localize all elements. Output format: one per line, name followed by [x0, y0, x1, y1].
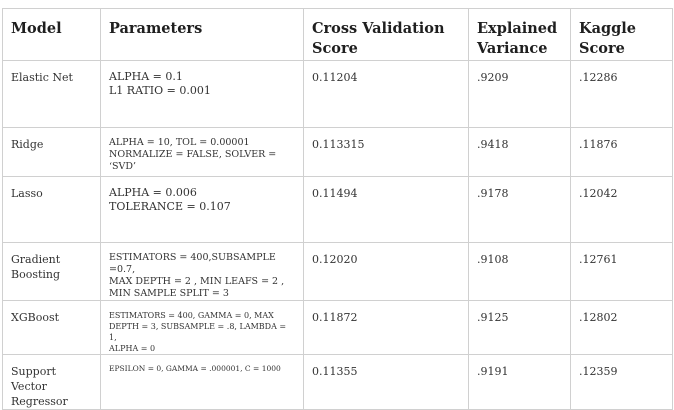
- cv-score-cell: [304, 301, 469, 355]
- model-name: Ridge: [11, 138, 44, 151]
- kaggle-score-cell: [571, 301, 673, 355]
- kaggle-score-value: .12286: [579, 71, 618, 84]
- header-cv-score-line2: Score: [312, 40, 358, 57]
- table-row: [3, 128, 673, 177]
- explained-variance-value: .9191: [477, 365, 509, 378]
- model-name-line: Boosting: [11, 268, 61, 281]
- parameters-cell: [101, 128, 304, 177]
- parameters-cell: [101, 355, 304, 410]
- table-row: [3, 177, 673, 243]
- header-explained-variance-line2: Variance: [477, 40, 548, 57]
- model-cell: [3, 301, 101, 355]
- table-row: [3, 243, 673, 301]
- header-explained-variance-line1: Explained: [477, 20, 558, 37]
- header-parameters-label: Parameters: [109, 20, 203, 37]
- cv-score-value: 0.11204: [312, 71, 358, 84]
- parameter-line: ESTIMATORS = 400,SUBSAMPLE =0.7,: [109, 252, 276, 275]
- kaggle-score-value: .12042: [579, 187, 618, 200]
- kaggle-score-cell: [571, 355, 673, 410]
- model-name-line: Regressor: [11, 395, 68, 408]
- header-kaggle-score-line2: Score: [579, 40, 625, 57]
- parameters-cell: [101, 301, 304, 355]
- table-row: [3, 61, 673, 128]
- parameter-line: DEPTH = 3, SUBSAMPLE = .8, LAMBDA = 1,: [109, 322, 287, 342]
- cv-score-cell: [304, 243, 469, 301]
- explained-variance-value: .9418: [477, 138, 509, 151]
- cv-score-cell: [304, 61, 469, 128]
- kaggle-score-value: .12761: [579, 253, 618, 266]
- cv-score-value: 0.11872: [312, 311, 358, 324]
- parameter-line: NORMALIZE = FALSE, SOLVER =: [109, 149, 277, 160]
- parameter-line: ESTIMATORS = 400, GAMMA = 0, MAX: [109, 311, 274, 320]
- parameter-line: EPSILON = 0, GAMMA = .000001, C = 1000: [109, 364, 281, 373]
- explained-variance-cell: [469, 61, 571, 128]
- model-name-line: Gradient: [11, 253, 61, 266]
- explained-variance-value: .9178: [477, 187, 509, 200]
- cv-score-value: 0.11494: [312, 187, 358, 200]
- parameter-line: ALPHA = 10, TOL = 0.00001: [109, 137, 250, 148]
- kaggle-score-cell: [571, 128, 673, 177]
- header-kaggle-score: [571, 9, 673, 61]
- table-header-row: [3, 9, 673, 61]
- model-cell: [3, 128, 101, 177]
- cv-score-value: 0.12020: [312, 253, 358, 266]
- cv-score-cell: [304, 128, 469, 177]
- explained-variance-value: .9108: [477, 253, 509, 266]
- explained-variance-cell: [469, 243, 571, 301]
- parameter-line: L1 RATIO = 0.001: [109, 84, 211, 97]
- header-model: [3, 9, 101, 61]
- parameters-cell: [101, 177, 304, 243]
- cv-score-cell: [304, 177, 469, 243]
- model-name: XGBoost: [11, 311, 60, 324]
- model-results-table: [2, 8, 673, 410]
- explained-variance-value: .9209: [477, 71, 509, 84]
- parameter-line: ALPHA = 0.1: [109, 70, 183, 83]
- header-parameters: [101, 9, 304, 61]
- kaggle-score-value: .11876: [579, 138, 618, 151]
- header-cv-score-line1: Cross Validation: [312, 20, 445, 37]
- table-row: [3, 301, 673, 355]
- header-kaggle-score-line1: Kaggle: [579, 20, 637, 37]
- cv-score-value: 0.11355: [312, 365, 358, 378]
- model-name: Lasso: [11, 187, 43, 200]
- kaggle-score-cell: [571, 61, 673, 128]
- parameters-cell: [101, 243, 304, 301]
- explained-variance-cell: [469, 177, 571, 243]
- parameter-line: TOLERANCE = 0.107: [109, 200, 231, 213]
- header-model-label: Model: [11, 20, 62, 37]
- model-name-line: Support Vector: [11, 365, 57, 393]
- model-cell: [3, 61, 101, 128]
- header-cv-score: [304, 9, 469, 61]
- parameter-line: ALPHA = 0: [109, 344, 156, 353]
- kaggle-score-value: .12802: [579, 311, 618, 324]
- kaggle-score-cell: [571, 243, 673, 301]
- explained-variance-value: .9125: [477, 311, 509, 324]
- kaggle-score-value: .12359: [579, 365, 618, 378]
- explained-variance-cell: [469, 301, 571, 355]
- parameter-line: MIN SAMPLE SPLIT = 3: [109, 288, 229, 299]
- kaggle-score-cell: [571, 177, 673, 243]
- cv-score-cell: [304, 355, 469, 410]
- parameter-line: ALPHA = 0.006: [109, 186, 197, 199]
- table-row: [3, 355, 673, 410]
- cv-score-value: 0.113315: [312, 138, 365, 151]
- parameter-line: MAX DEPTH = 2 , MIN LEAFS = 2 ,: [109, 276, 285, 287]
- model-cell: [3, 355, 101, 410]
- parameter-line: ‘SVD’: [109, 161, 137, 172]
- parameters-cell: [101, 61, 304, 128]
- model-cell: [3, 177, 101, 243]
- model-name: Elastic Net: [11, 71, 73, 84]
- model-cell: [3, 243, 101, 301]
- explained-variance-cell: [469, 355, 571, 410]
- header-explained-variance: [469, 9, 571, 61]
- explained-variance-cell: [469, 128, 571, 177]
- results-table-container: [2, 8, 672, 408]
